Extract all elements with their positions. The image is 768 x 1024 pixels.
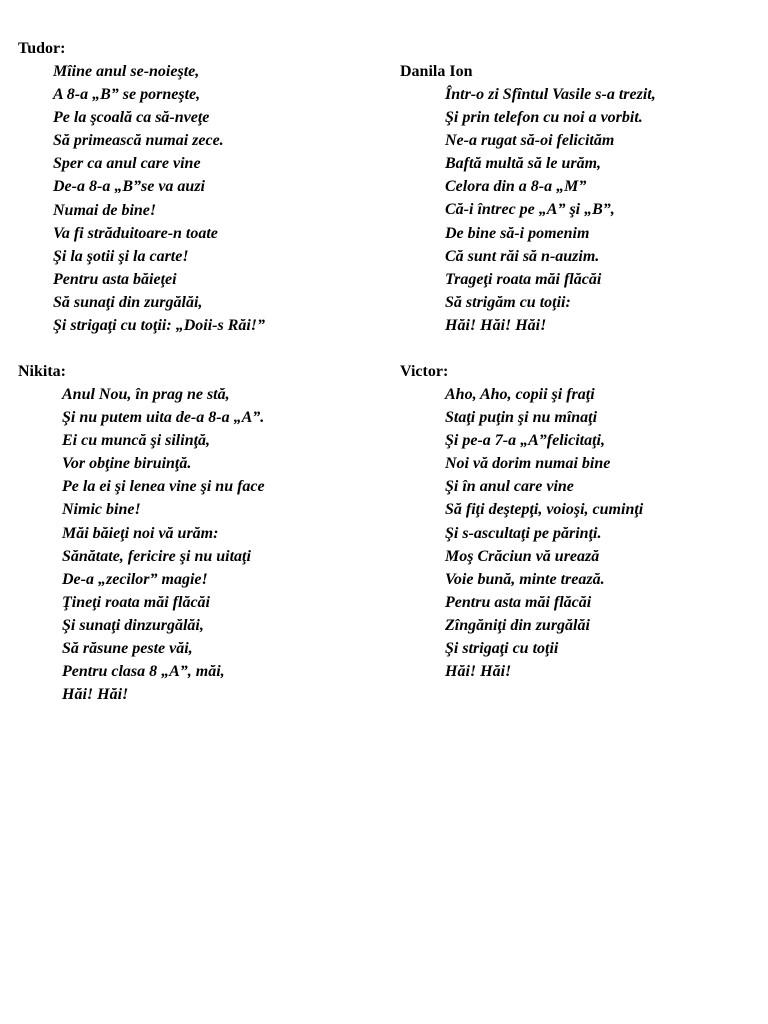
verse-line: De-a 8-a „B”se va auzi xyxy=(53,178,205,196)
speaker-name: Nikita: xyxy=(18,363,66,380)
verse-line: Şi pe-a 7-a „A”felicitaţi, xyxy=(445,432,605,450)
verse-line: Ţineţi roata măi flăcăi xyxy=(62,593,210,611)
verse-line: De bine să-i pomenim xyxy=(445,224,590,242)
verse-line: Va fi străduitoare-n toate xyxy=(53,224,218,242)
verse-line: Şi s-ascultaţi pe părinţi. xyxy=(445,524,602,542)
verse-line: Şi în anul care vine xyxy=(445,478,574,496)
verse-line: Să sunaţi din zurgălăi, xyxy=(53,293,203,311)
verse-line: Într-o zi Sfîntul Vasile s-a trezit, xyxy=(445,86,656,103)
verse-line: Baftă multă să le urăm, xyxy=(445,155,602,173)
verse-line: Hăi! Hăi! xyxy=(62,686,129,704)
poem-tudor xyxy=(18,37,265,337)
verse-line: Pe la ei şi lenea vine şi nu face xyxy=(62,478,265,496)
verse-line: Moş Crăciun vă urează xyxy=(445,547,600,565)
verse-line: Vor obţine biruinţă. xyxy=(62,455,192,473)
verse-line: Pentru clasa 8 „A”, măi, xyxy=(62,663,225,681)
verse-line: Să răsune peste văi, xyxy=(62,640,193,658)
verse-line: Aho, Aho, copii şi fraţi xyxy=(445,386,595,403)
verse-line: Sper ca anul care vine xyxy=(53,155,201,173)
verse-line: Nimic bine! xyxy=(62,501,141,519)
verse-line: Şi la şotii şi la carte! xyxy=(53,247,189,265)
speaker-name: Tudor: xyxy=(18,40,66,57)
verse-line: Mîine anul se-noieşte, xyxy=(53,63,200,80)
verse-line: Că-i întrec pe „A” şi „B”, xyxy=(445,201,615,219)
verse-line: Că sunt răi să n-auzim. xyxy=(445,247,600,265)
speaker-name: Danila Ion xyxy=(400,63,473,80)
verse-line: Şi prin telefon cu noi a vorbit. xyxy=(445,109,643,127)
verse-line: Staţi puţin şi nu mînaţi xyxy=(445,409,598,427)
verse-line: Să strigăm cu toţii: xyxy=(445,293,571,311)
verse-line: Sănătate, fericire şi nu uitaţi xyxy=(62,547,251,565)
verse-line: Şi strigaţi cu toţii xyxy=(445,640,559,658)
verse-line: Trageţi roata măi flăcăi xyxy=(445,270,602,288)
verse-line: Voie bună, minte trează. xyxy=(445,570,605,588)
verse-line: A 8-a „B” se porneşte, xyxy=(53,86,201,104)
verse-line: Hăi! Hăi! Hăi! xyxy=(445,316,547,334)
verse-line: Să fiţi deştepţi, voioşi, cuminţi xyxy=(445,501,644,519)
verse-line: Anul Nou, în prag ne stă, xyxy=(62,386,230,403)
poem-danila xyxy=(400,60,656,337)
poem-victor xyxy=(400,360,643,683)
verse-danila xyxy=(445,83,656,337)
verse-line: Ne-a rugat să-oi felicităm xyxy=(445,132,615,150)
verse-tudor xyxy=(53,60,265,337)
speaker-name: Victor: xyxy=(400,363,449,380)
verse-line: De-a „zecilor” magie! xyxy=(62,570,208,588)
verse-line: Numai de bine! xyxy=(53,201,157,219)
verse-line: Ei cu muncă şi silinţă, xyxy=(62,432,211,450)
verse-line: Şi sunaţi dinzurgălăi, xyxy=(62,616,204,634)
verse-victor xyxy=(445,383,643,683)
verse-line: Pentru asta băieţei xyxy=(53,270,177,288)
verse-line: Şi nu putem uita de-a 8-a „A”. xyxy=(62,409,265,427)
verse-line: Şi strigaţi cu toţii: „Doii-s Răi!” xyxy=(53,317,266,335)
verse-line: Zîngăniţi din zurgălăi xyxy=(445,616,590,634)
verse-line: Măi băieţi noi vă urăm: xyxy=(62,524,219,542)
verse-line: Noi vă dorim numai bine xyxy=(445,455,611,473)
poem-nikita xyxy=(18,360,265,706)
verse-line: Să primească numai zece. xyxy=(53,132,224,150)
verse-nikita xyxy=(62,383,265,706)
verse-line: Celora din a 8-a „M” xyxy=(445,178,587,196)
verse-line: Pentru asta măi flăcăi xyxy=(445,593,592,611)
verse-line: Hăi! Hăi! xyxy=(445,663,512,681)
verse-line: Pe la şcoală ca să-nveţe xyxy=(53,109,210,127)
